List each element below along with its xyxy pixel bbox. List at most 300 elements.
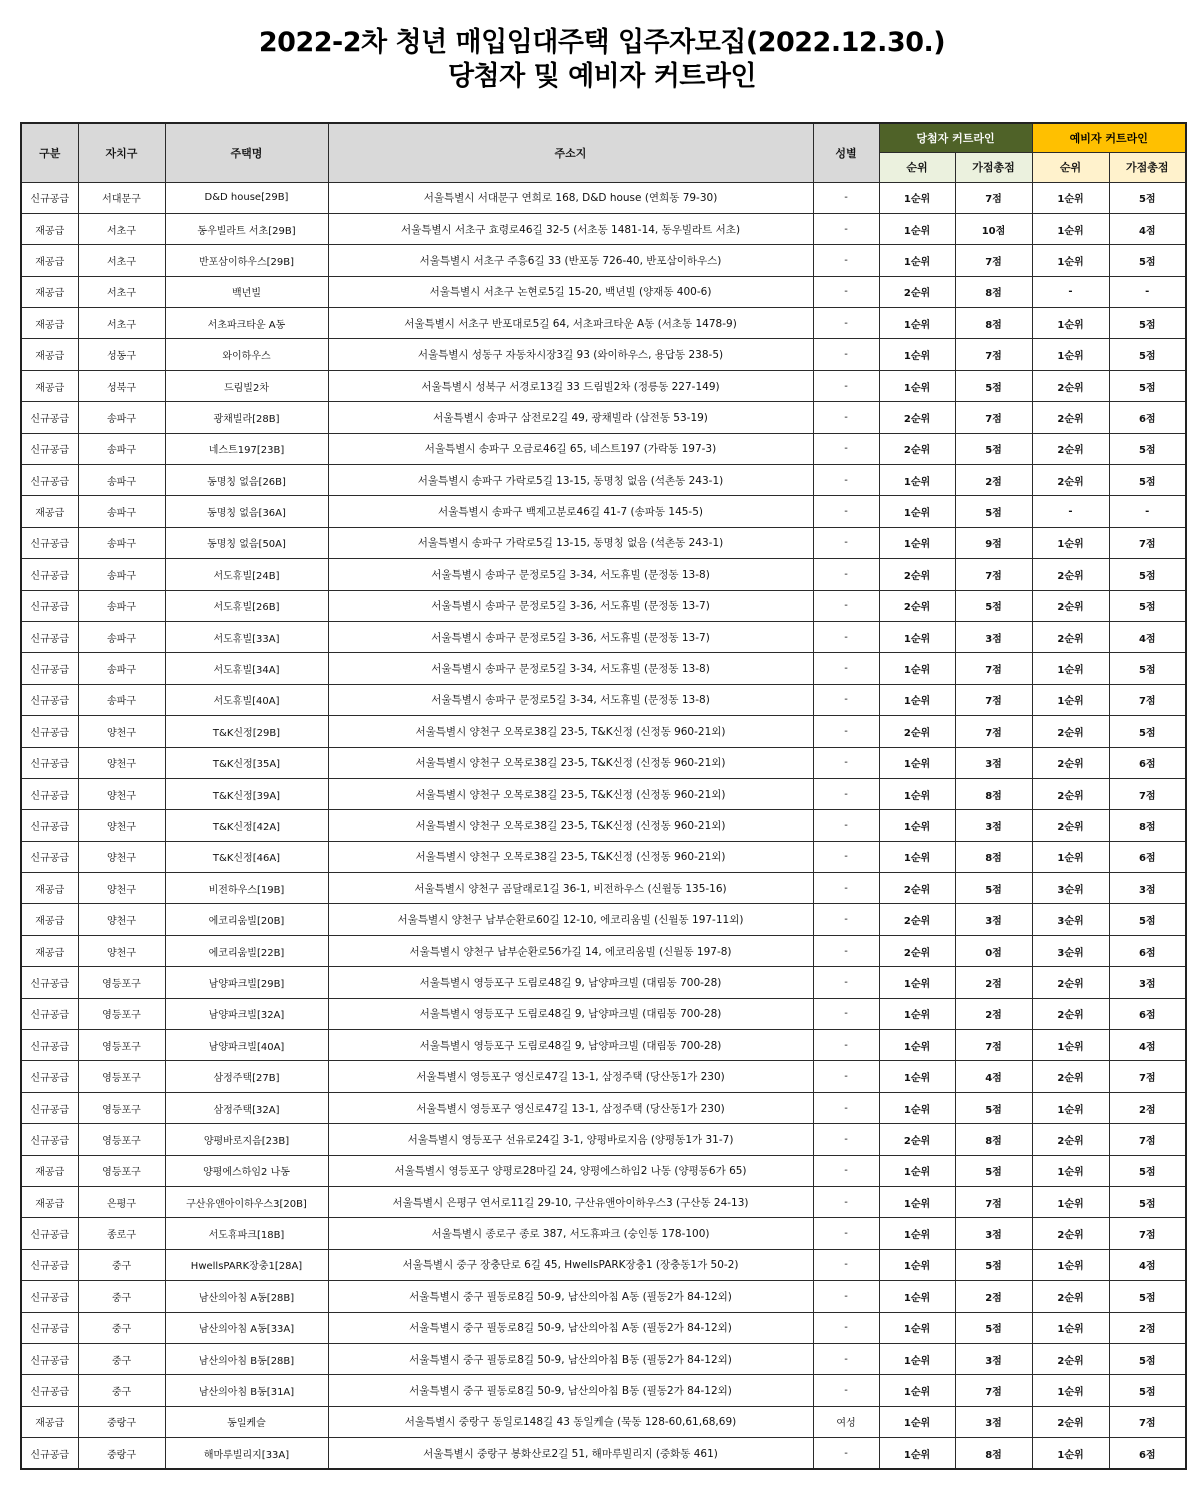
cell-winner-rank: 1순위 [879,1030,955,1061]
cell-address: 서울특별시 송파구 문정로5길 3-36, 서도휴빌 (문정동 13-7) [328,621,813,652]
cell-winner-score: 3점 [955,747,1032,778]
cell-winner-rank: 1순위 [879,1375,955,1406]
cell-district: 송파구 [78,559,165,590]
cell-district: 성동구 [78,339,165,370]
cell-gender: - [813,559,879,590]
cell-winner-rank: 1순위 [879,1281,955,1312]
cell-address: 서울특별시 양천구 오목로38길 23-5, T&K신정 (신정동 960-21외) [328,810,813,841]
cell-address: 서울특별시 중구 장충단로 6길 45, HwellsPARK장충1 (장충동1가 50-2) [328,1249,813,1280]
cell-reserve-score: 5점 [1109,1155,1186,1186]
cell-reserve-score: 5점 [1109,182,1186,213]
cell-type: 재공급 [21,339,78,370]
cell-winner-rank: 1순위 [879,308,955,339]
cell-type: 신규공급 [21,967,78,998]
cell-district: 중구 [78,1312,165,1343]
cell-reserve-score: 5점 [1109,370,1186,401]
cell-winner-score: 3점 [955,1343,1032,1374]
cell-type: 신규공급 [21,1030,78,1061]
cell-reserve-rank: 2순위 [1032,1124,1109,1155]
table-row [21,1312,1186,1343]
cell-address: 서울특별시 송파구 삼전로2길 49, 광채빌라 (삼전동 53-19) [328,402,813,433]
table-row [21,1124,1186,1155]
table-row [21,1187,1186,1218]
cell-house: 비전하우스[19B] [165,873,328,904]
cell-gender: - [813,496,879,527]
header-winner-score: 가점총점 [955,152,1032,182]
cell-reserve-rank: 2순위 [1032,998,1109,1029]
cell-address: 서울특별시 영등포구 도림로48길 9, 남양파크빌 (대림동 700-28) [328,998,813,1029]
cell-house: 네스트197[23B] [165,433,328,464]
cell-address: 서울특별시 성북구 서경로13길 33 드림빌2차 (정릉동 227-149) [328,370,813,401]
cell-house: 구산유앤아이하우스3[20B] [165,1187,328,1218]
cell-winner-score: 9점 [955,527,1032,558]
cell-district: 영등포구 [78,967,165,998]
cell-address: 서울특별시 송파구 문정로5길 3-34, 서도휴빌 (문정동 13-8) [328,653,813,684]
table-row [21,1061,1186,1092]
cell-reserve-score: 7점 [1109,778,1186,809]
cell-reserve-rank: 2순위 [1032,1406,1109,1437]
cell-winner-score: 8점 [955,276,1032,307]
cell-winner-score: 7점 [955,1375,1032,1406]
cell-reserve-score: 5점 [1109,339,1186,370]
cell-winner-rank: 1순위 [879,1218,955,1249]
cell-gender: - [813,716,879,747]
cell-reserve-score: 4점 [1109,621,1186,652]
cell-house: 동명칭 없음[50A] [165,527,328,558]
cell-address: 서울특별시 서대문구 연희로 168, D&D house (연희동 79-30) [328,182,813,213]
cell-reserve-rank: 2순위 [1032,967,1109,998]
cell-type: 신규공급 [21,684,78,715]
cell-winner-rank: 1순위 [879,1155,955,1186]
cell-address: 서울특별시 중랑구 봉화산로2길 51, 해마루빌리지 (중화동 461) [328,1438,813,1469]
cell-district: 영등포구 [78,1061,165,1092]
table-body [21,182,1186,1469]
cell-winner-rank: 1순위 [879,1312,955,1343]
cell-winner-rank: 1순위 [879,747,955,778]
cell-house: T&K신정[29B] [165,716,328,747]
table-row [21,747,1186,778]
cell-winner-rank: 2순위 [879,590,955,621]
cell-gender: - [813,1438,879,1469]
cell-winner-rank: 1순위 [879,967,955,998]
cell-house: 반포삼이하우스[29B] [165,245,328,276]
cell-house: 서도휴빌[40A] [165,684,328,715]
cell-winner-rank: 2순위 [879,433,955,464]
cell-winner-score: 8점 [955,1438,1032,1469]
cell-type: 신규공급 [21,1061,78,1092]
cell-winner-score: 7점 [955,245,1032,276]
cell-address: 서울특별시 송파구 문정로5길 3-36, 서도휴빌 (문정동 13-7) [328,590,813,621]
cutline-table [20,122,1187,1470]
table-row [21,1030,1186,1061]
cell-gender: - [813,621,879,652]
table-row [21,621,1186,652]
title-line-2: 당첨자 및 예비자 커트라인 [447,61,757,92]
cell-address: 서울특별시 영등포구 선유로24길 3-1, 양평바로지음 (양평동1가 31-7) [328,1124,813,1155]
table-row [21,967,1186,998]
cell-house: 광채빌라[28B] [165,402,328,433]
cell-reserve-score: 4점 [1109,1249,1186,1280]
cell-district: 양천구 [78,935,165,966]
cell-winner-rank: 2순위 [879,904,955,935]
cell-winner-rank: 1순위 [879,245,955,276]
title-line-1: 2022-2차 청년 매입임대주택 입주자모집(2022.12.30.) [258,27,946,58]
cell-reserve-score: - [1109,496,1186,527]
cell-winner-score: 10점 [955,213,1032,244]
cell-district: 송파구 [78,465,165,496]
table-row [21,1249,1186,1280]
cell-gender: - [813,1281,879,1312]
cell-house: 양평에스하임2 나동 [165,1155,328,1186]
cell-reserve-rank: 1순위 [1032,213,1109,244]
cell-type: 신규공급 [21,402,78,433]
table-row [21,998,1186,1029]
cell-reserve-rank: 2순위 [1032,465,1109,496]
cell-type: 재공급 [21,496,78,527]
cell-reserve-score: 6점 [1109,1438,1186,1469]
cell-reserve-rank: 2순위 [1032,1061,1109,1092]
header-winner-rank: 순위 [879,152,955,182]
cell-address: 서울특별시 중구 필동로8길 50-9, 남산의아침 B동 (필동2가 84-12외) [328,1343,813,1374]
cell-gender: - [813,684,879,715]
cell-district: 양천구 [78,778,165,809]
cell-reserve-score: 7점 [1109,1124,1186,1155]
cell-gender: - [813,276,879,307]
cell-type: 재공급 [21,873,78,904]
cell-address: 서울특별시 양천구 오목로38길 23-5, T&K신정 (신정동 960-21외) [328,778,813,809]
table-row [21,527,1186,558]
cell-address: 서울특별시 영등포구 양평로28마길 24, 양평에스하임2 나동 (양평동6가 65) [328,1155,813,1186]
cell-house: 삼정주택[27B] [165,1061,328,1092]
cell-gender: - [813,402,879,433]
cell-reserve-score: 7점 [1109,1218,1186,1249]
cell-district: 영등포구 [78,1124,165,1155]
cell-house: 남산의아침 B동[28B] [165,1343,328,1374]
cell-winner-rank: 2순위 [879,716,955,747]
cell-type: 신규공급 [21,1312,78,1343]
cell-address: 서울특별시 송파구 가락로5길 13-15, 동명칭 없음 (석촌동 243-1) [328,527,813,558]
cell-winner-rank: 1순위 [879,1187,955,1218]
cell-type: 신규공급 [21,527,78,558]
cell-reserve-rank: 2순위 [1032,433,1109,464]
header-reserve-cutline: 예비자 커트라인 [1032,123,1186,152]
cell-type: 신규공급 [21,1092,78,1123]
cell-reserve-score: 5점 [1109,904,1186,935]
cell-house: 동우빌라트 서초[29B] [165,213,328,244]
cell-gender: - [813,1155,879,1186]
cell-district: 양천구 [78,716,165,747]
cell-district: 양천구 [78,841,165,872]
table-row [21,1438,1186,1469]
cell-winner-score: 3점 [955,1406,1032,1437]
cell-house: 해마루빌리지[33A] [165,1438,328,1469]
cell-house: 에코리움빌[20B] [165,904,328,935]
cell-type: 재공급 [21,370,78,401]
cell-reserve-rank: 1순위 [1032,1375,1109,1406]
cell-gender: - [813,590,879,621]
cell-gender: - [813,747,879,778]
cell-winner-score: 8점 [955,1124,1032,1155]
cell-district: 서초구 [78,245,165,276]
table-row [21,339,1186,370]
header-house: 주택명 [165,123,328,182]
cell-gender: - [813,1061,879,1092]
cell-winner-score: 8점 [955,841,1032,872]
cell-district: 양천구 [78,904,165,935]
cell-house: 서도휴파크[18B] [165,1218,328,1249]
cell-gender: - [813,433,879,464]
cell-winner-score: 3점 [955,810,1032,841]
cell-address: 서울특별시 송파구 문정로5길 3-34, 서도휴빌 (문정동 13-8) [328,559,813,590]
cell-address: 서울특별시 중구 필동로8길 50-9, 남산의아침 A동 (필동2가 84-12외) [328,1281,813,1312]
cell-gender: - [813,465,879,496]
cell-winner-rank: 1순위 [879,1438,955,1469]
cell-winner-rank: 1순위 [879,1092,955,1123]
cell-house: T&K신정[35A] [165,747,328,778]
cell-reserve-rank: 3순위 [1032,904,1109,935]
cell-reserve-rank: 2순위 [1032,621,1109,652]
cell-address: 서울특별시 양천구 오목로38길 23-5, T&K신정 (신정동 960-21외) [328,841,813,872]
cell-house: 백년빌 [165,276,328,307]
cell-reserve-rank: 2순위 [1032,1281,1109,1312]
cell-reserve-rank: 2순위 [1032,716,1109,747]
cell-gender: - [813,308,879,339]
cell-winner-score: 2점 [955,967,1032,998]
cell-winner-rank: 1순위 [879,621,955,652]
cell-reserve-rank: - [1032,276,1109,307]
cell-address: 서울특별시 양천구 곰달래로1길 36-1, 비전하우스 (신월동 135-16) [328,873,813,904]
cell-reserve-score: 5점 [1109,1187,1186,1218]
cell-winner-score: 5점 [955,1092,1032,1123]
cell-gender: - [813,1343,879,1374]
cell-district: 송파구 [78,684,165,715]
cell-reserve-rank: 1순위 [1032,841,1109,872]
cell-winner-rank: 2순위 [879,402,955,433]
header-reserve-score: 가점총점 [1109,152,1186,182]
cell-reserve-score: 6점 [1109,935,1186,966]
cell-winner-rank: 1순위 [879,810,955,841]
cell-gender: - [813,370,879,401]
table-row [21,1281,1186,1312]
cell-house: 남산의아침 B동[31A] [165,1375,328,1406]
page-title [0,26,1204,94]
cell-house: 서도휴빌[26B] [165,590,328,621]
cell-gender: - [813,339,879,370]
cell-district: 중구 [78,1249,165,1280]
cell-reserve-rank: 1순위 [1032,1187,1109,1218]
cell-gender: - [813,1375,879,1406]
cell-district: 서대문구 [78,182,165,213]
cell-reserve-rank: 1순위 [1032,1249,1109,1280]
cell-reserve-score: 3점 [1109,873,1186,904]
table-row [21,1375,1186,1406]
cell-address: 서울특별시 송파구 가락로5길 13-15, 동명칭 없음 (석촌동 243-1) [328,465,813,496]
cell-winner-rank: 1순위 [879,370,955,401]
cell-gender: - [813,182,879,213]
cell-reserve-score: 2점 [1109,1312,1186,1343]
cell-district: 양천구 [78,810,165,841]
cell-house: T&K신정[42A] [165,810,328,841]
table-row [21,559,1186,590]
cell-address: 서울특별시 송파구 백제고분로46길 41-7 (송파동 145-5) [328,496,813,527]
cell-district: 은평구 [78,1187,165,1218]
cell-type: 재공급 [21,1187,78,1218]
cell-type: 재공급 [21,308,78,339]
cell-district: 양천구 [78,747,165,778]
cell-winner-score: 5점 [955,370,1032,401]
cell-winner-score: 5점 [955,1155,1032,1186]
cell-house: 서초파크타운 A동 [165,308,328,339]
cell-type: 재공급 [21,1155,78,1186]
cell-gender: - [813,527,879,558]
cell-winner-rank: 1순위 [879,496,955,527]
cell-house: 남산의아침 A동[28B] [165,1281,328,1312]
cell-gender: - [813,810,879,841]
cell-winner-score: 7점 [955,716,1032,747]
header-winner-cutline: 당첨자 커트라인 [879,123,1032,152]
cell-house: 동일케슬 [165,1406,328,1437]
cell-reserve-rank: 2순위 [1032,370,1109,401]
table-row [21,590,1186,621]
cell-gender: - [813,1030,879,1061]
cell-reserve-score: - [1109,276,1186,307]
cell-district: 영등포구 [78,1092,165,1123]
cell-house: HwellsPARK장충1[28A] [165,1249,328,1280]
cell-house: 삼정주택[32A] [165,1092,328,1123]
cell-reserve-score: 5점 [1109,308,1186,339]
cell-winner-rank: 2순위 [879,559,955,590]
cell-house: 남양파크빌[29B] [165,967,328,998]
cell-type: 신규공급 [21,778,78,809]
cell-winner-score: 3점 [955,1218,1032,1249]
cell-winner-score: 7점 [955,1187,1032,1218]
table-row [21,935,1186,966]
table-row [21,653,1186,684]
cell-winner-score: 7점 [955,684,1032,715]
cell-district: 영등포구 [78,1030,165,1061]
cell-reserve-score: 8점 [1109,810,1186,841]
cell-house: 동명칭 없음[26B] [165,465,328,496]
cell-winner-score: 8점 [955,778,1032,809]
cell-winner-score: 5점 [955,1249,1032,1280]
cell-district: 영등포구 [78,1155,165,1186]
cell-address: 서울특별시 서초구 효령로46길 32-5 (서초동 1481-14, 동우빌라트 서초) [328,213,813,244]
cell-winner-rank: 1순위 [879,527,955,558]
cell-reserve-rank: 1순위 [1032,1312,1109,1343]
table-row [21,370,1186,401]
cell-address: 서울특별시 송파구 문정로5길 3-34, 서도휴빌 (문정동 13-8) [328,684,813,715]
cell-reserve-rank: 1순위 [1032,1030,1109,1061]
cell-reserve-score: 3점 [1109,967,1186,998]
cell-reserve-score: 6점 [1109,747,1186,778]
cell-reserve-rank: 2순위 [1032,1343,1109,1374]
table-row [21,308,1186,339]
cell-winner-score: 2점 [955,465,1032,496]
cell-reserve-rank: 1순위 [1032,1155,1109,1186]
cell-reserve-rank: 3순위 [1032,873,1109,904]
cell-gender: - [813,653,879,684]
cell-gender: - [813,778,879,809]
cell-gender: - [813,1124,879,1155]
cell-house: 서도휴빌[33A] [165,621,328,652]
cell-reserve-rank: 2순위 [1032,778,1109,809]
cell-reserve-score: 7점 [1109,684,1186,715]
cell-house: D&D house[29B] [165,182,328,213]
cell-winner-rank: 1순위 [879,465,955,496]
cell-address: 서울특별시 양천구 오목로38길 23-5, T&K신정 (신정동 960-21외) [328,747,813,778]
cell-district: 송파구 [78,433,165,464]
cell-reserve-score: 5점 [1109,245,1186,276]
cell-type: 신규공급 [21,1281,78,1312]
table-row [21,716,1186,747]
cell-type: 재공급 [21,276,78,307]
cell-winner-score: 7점 [955,559,1032,590]
cell-address: 서울특별시 서초구 논현로5길 15-20, 백년빌 (양재동 400-6) [328,276,813,307]
cell-gender: - [813,1249,879,1280]
cell-address: 서울특별시 중랑구 동일로148길 43 동일케슬 (묵동 128-60,61,68,69) [328,1406,813,1437]
cell-reserve-score: 7점 [1109,1061,1186,1092]
cell-winner-rank: 2순위 [879,935,955,966]
cell-address: 서울특별시 은평구 연서로11길 29-10, 구산유앤아이하우스3 (구산동 24-13) [328,1187,813,1218]
cell-gender: - [813,1312,879,1343]
cell-reserve-score: 6점 [1109,841,1186,872]
cell-winner-rank: 1순위 [879,778,955,809]
cell-winner-rank: 1순위 [879,653,955,684]
cell-winner-rank: 2순위 [879,873,955,904]
cell-winner-score: 3점 [955,904,1032,935]
cell-reserve-rank: 3순위 [1032,935,1109,966]
cell-reserve-score: 7점 [1109,527,1186,558]
cell-type: 신규공급 [21,841,78,872]
table-row [21,433,1186,464]
cell-type: 신규공급 [21,716,78,747]
table-row [21,276,1186,307]
cell-reserve-rank: 2순위 [1032,590,1109,621]
cell-reserve-rank: 1순위 [1032,653,1109,684]
cell-house: 서도휴빌[34A] [165,653,328,684]
cell-gender: 여성 [813,1406,879,1437]
cell-house: 남양파크빌[32A] [165,998,328,1029]
cell-winner-score: 8점 [955,308,1032,339]
cell-winner-rank: 1순위 [879,182,955,213]
cell-winner-rank: 2순위 [879,276,955,307]
cell-type: 신규공급 [21,998,78,1029]
cell-district: 서초구 [78,213,165,244]
cell-gender: - [813,1218,879,1249]
cell-winner-score: 5점 [955,590,1032,621]
cell-district: 서초구 [78,276,165,307]
table-row [21,245,1186,276]
cell-type: 신규공급 [21,465,78,496]
cell-winner-rank: 1순위 [879,1249,955,1280]
cell-address: 서울특별시 영등포구 도림로48길 9, 남양파크빌 (대림동 700-28) [328,1030,813,1061]
cell-address: 서울특별시 양천구 남부순환로56가길 14, 에코리움빌 (신월동 197-8) [328,935,813,966]
cell-winner-rank: 1순위 [879,213,955,244]
cell-reserve-score: 4점 [1109,1030,1186,1061]
cell-reserve-rank: 1순위 [1032,339,1109,370]
cell-district: 종로구 [78,1218,165,1249]
cell-house: 양평바로지음[23B] [165,1124,328,1155]
cell-reserve-rank: 1순위 [1032,1092,1109,1123]
cell-gender: - [813,213,879,244]
cell-district: 송파구 [78,653,165,684]
cell-house: 에코리움빌[22B] [165,935,328,966]
table-row [21,496,1186,527]
cell-type: 신규공급 [21,1218,78,1249]
cell-reserve-rank: 1순위 [1032,1438,1109,1469]
cell-reserve-score: 5점 [1109,465,1186,496]
cell-district: 중구 [78,1343,165,1374]
